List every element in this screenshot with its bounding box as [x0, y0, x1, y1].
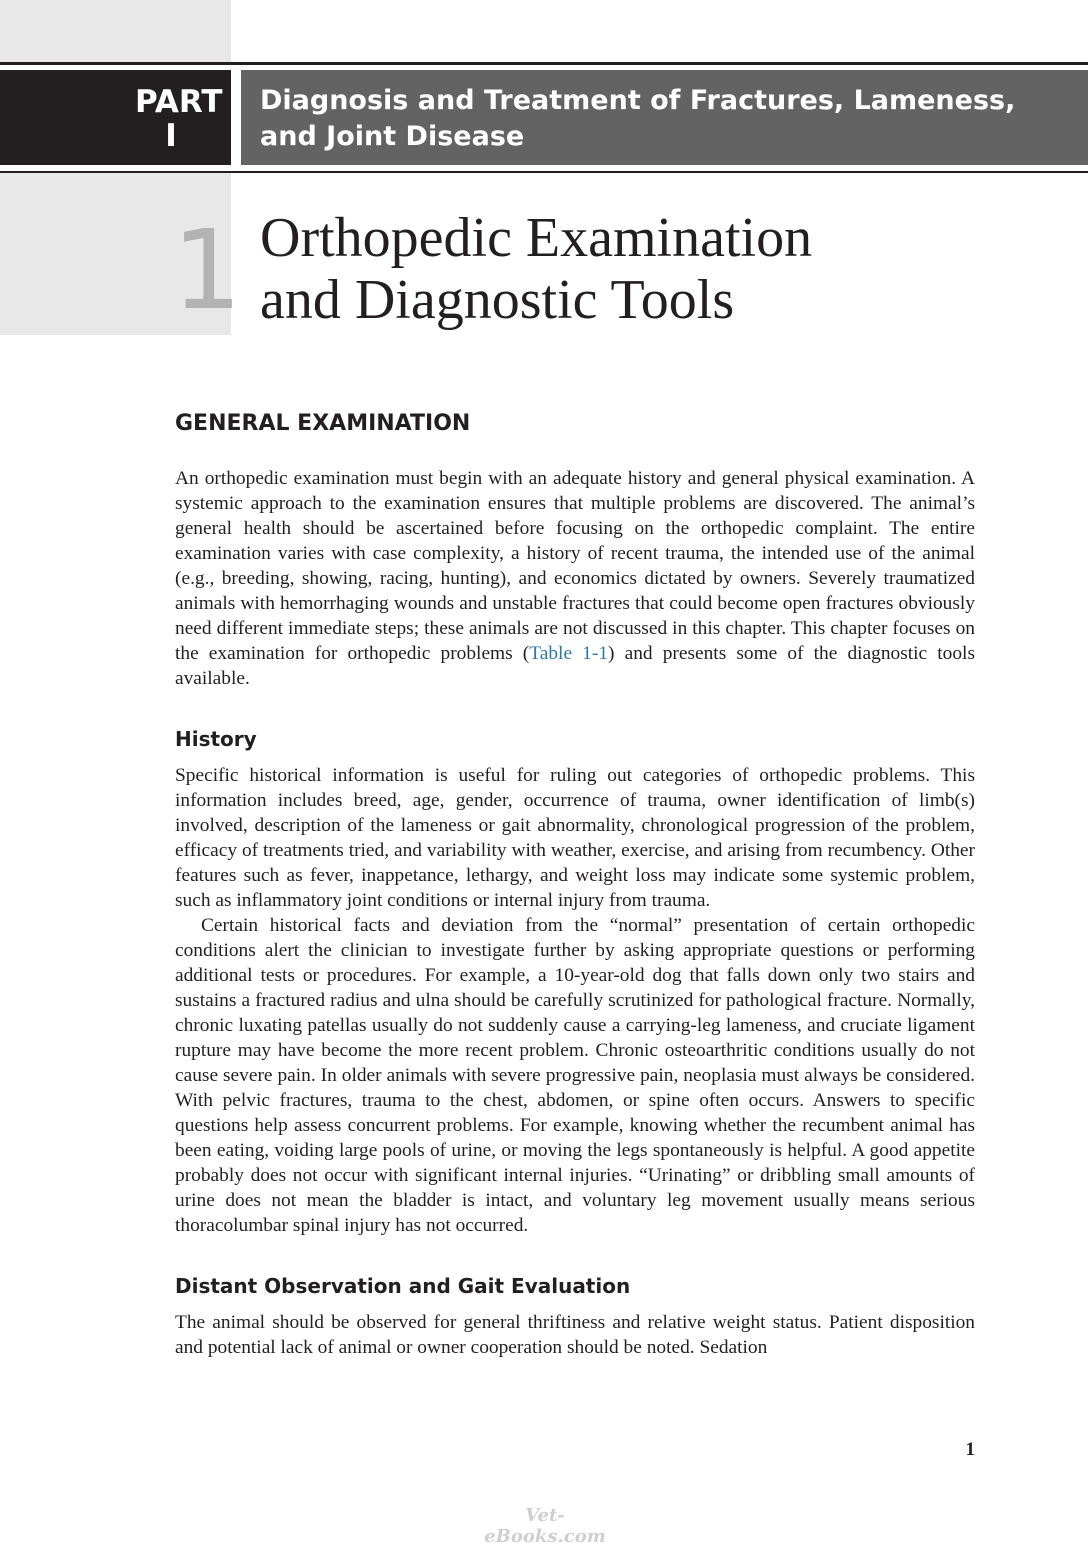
page-number: 1 [965, 1439, 975, 1460]
part-title-line1: Diagnosis and Treatment of Fractures, Lameness, [260, 85, 1016, 116]
subsection-heading-history: History [175, 727, 257, 751]
header-grey-block [0, 0, 231, 62]
table-reference-link[interactable]: Table 1-1 [529, 643, 609, 664]
part-label-box [0, 70, 231, 165]
paragraph-gait-1: The animal should be observed for general thriftiness and relative weight status. Patient disposition and potential lack of animal or owner cooperation should be noted. Sedation [175, 1312, 975, 1358]
chapter-title [260, 207, 1060, 331]
watermark-logo: Vet-eBooks.com [484, 1505, 606, 1547]
chapter-title-line2: and Diagnostic Tools [260, 269, 735, 331]
chapter-number: 1 [172, 206, 242, 334]
paragraph-text: ) and presents some of the diagnostic tools available. [175, 643, 975, 689]
header-top-rule [0, 62, 1088, 65]
paragraph-history-1: Specific historical information is useful for ruling out categories of orthopedic problems. This information includes breed, age, gender, occurrence of trauma, owner identification of limb(s) involved, description of the lameness or gait abnormality, chronological progression of the problem, efficacy of treatments tried, and variability with weather, exercise, and arising from recumbency. Other features such as fever, inappetance, lethargy, and weight loss may indicate some systemic problem, such as inflammatory joint conditions or internal injury from trauma. [175, 765, 975, 911]
paragraph-history-2: Certain historical facts and deviation from the “normal” presentation of certain orthopedic conditions alert the clinician to investigate further by asking appropriate questions or performing additional tests or procedures. For example, a 10-year-old dog that falls down only two stairs and sustains a fractured radius and ulna should be carefully scrutinized for pathological fracture. Normally, chronic luxating patellas usually do not suddenly cause a carrying-leg lameness, and cruciate ligament rupture may have become the more recent problem. Chronic osteoarthritic conditions usually do not cause severe pain. In older animals with severe progressive pain, neoplasia must always be considered. With pelvic fractures, trauma to the chest, abdomen, or spine often occurs. Answers to specific questions help assess concurrent problems. For example, knowing whether the recumbent animal has been eating, voiding large pools of urine, or moving the legs spontaneously is helpful. A good appetite probably does not occur with significant internal injuries. “Urinating” or dribbling small amounts of urine does not mean the bladder is intact, and voluntary leg movement usually means serious thoracolumbar spinal injury has not occurred. [175, 915, 975, 1236]
paragraph-general-examination [175, 466, 975, 691]
section-heading-general-examination: GENERAL EXAMINATION [175, 411, 471, 436]
part-label: PART [135, 84, 223, 120]
body-content [175, 410, 975, 1360]
subsection-heading-gait: Distant Observation and Gait Evaluation [175, 1274, 631, 1298]
part-title-line2: and Joint Disease [260, 121, 525, 152]
chapter-title-line1: Orthopedic Examination [260, 207, 813, 269]
paragraph-text: An orthopedic examination must begin with an adequate history and general physical examination. A systemic approach to the examination ensures that multiple problems are discovered. The animal’s general health should be ascertained before focusing on the orthopedic complaint. The entire examination varies with case complexity, a history of recent trauma, the intended use of the animal (e.g., breeding, showing, racing, hunting), and economics dictated by owners. Severely traumatized animals with hemorrhaging wounds and unstable fractures that could become open fractures obviously need different immediate steps; these animals are not discussed in this chapter. This chapter focuses on the examination for orthopedic problems ( [175, 468, 975, 664]
part-number: I [165, 118, 177, 154]
part-title-box [241, 70, 1088, 165]
